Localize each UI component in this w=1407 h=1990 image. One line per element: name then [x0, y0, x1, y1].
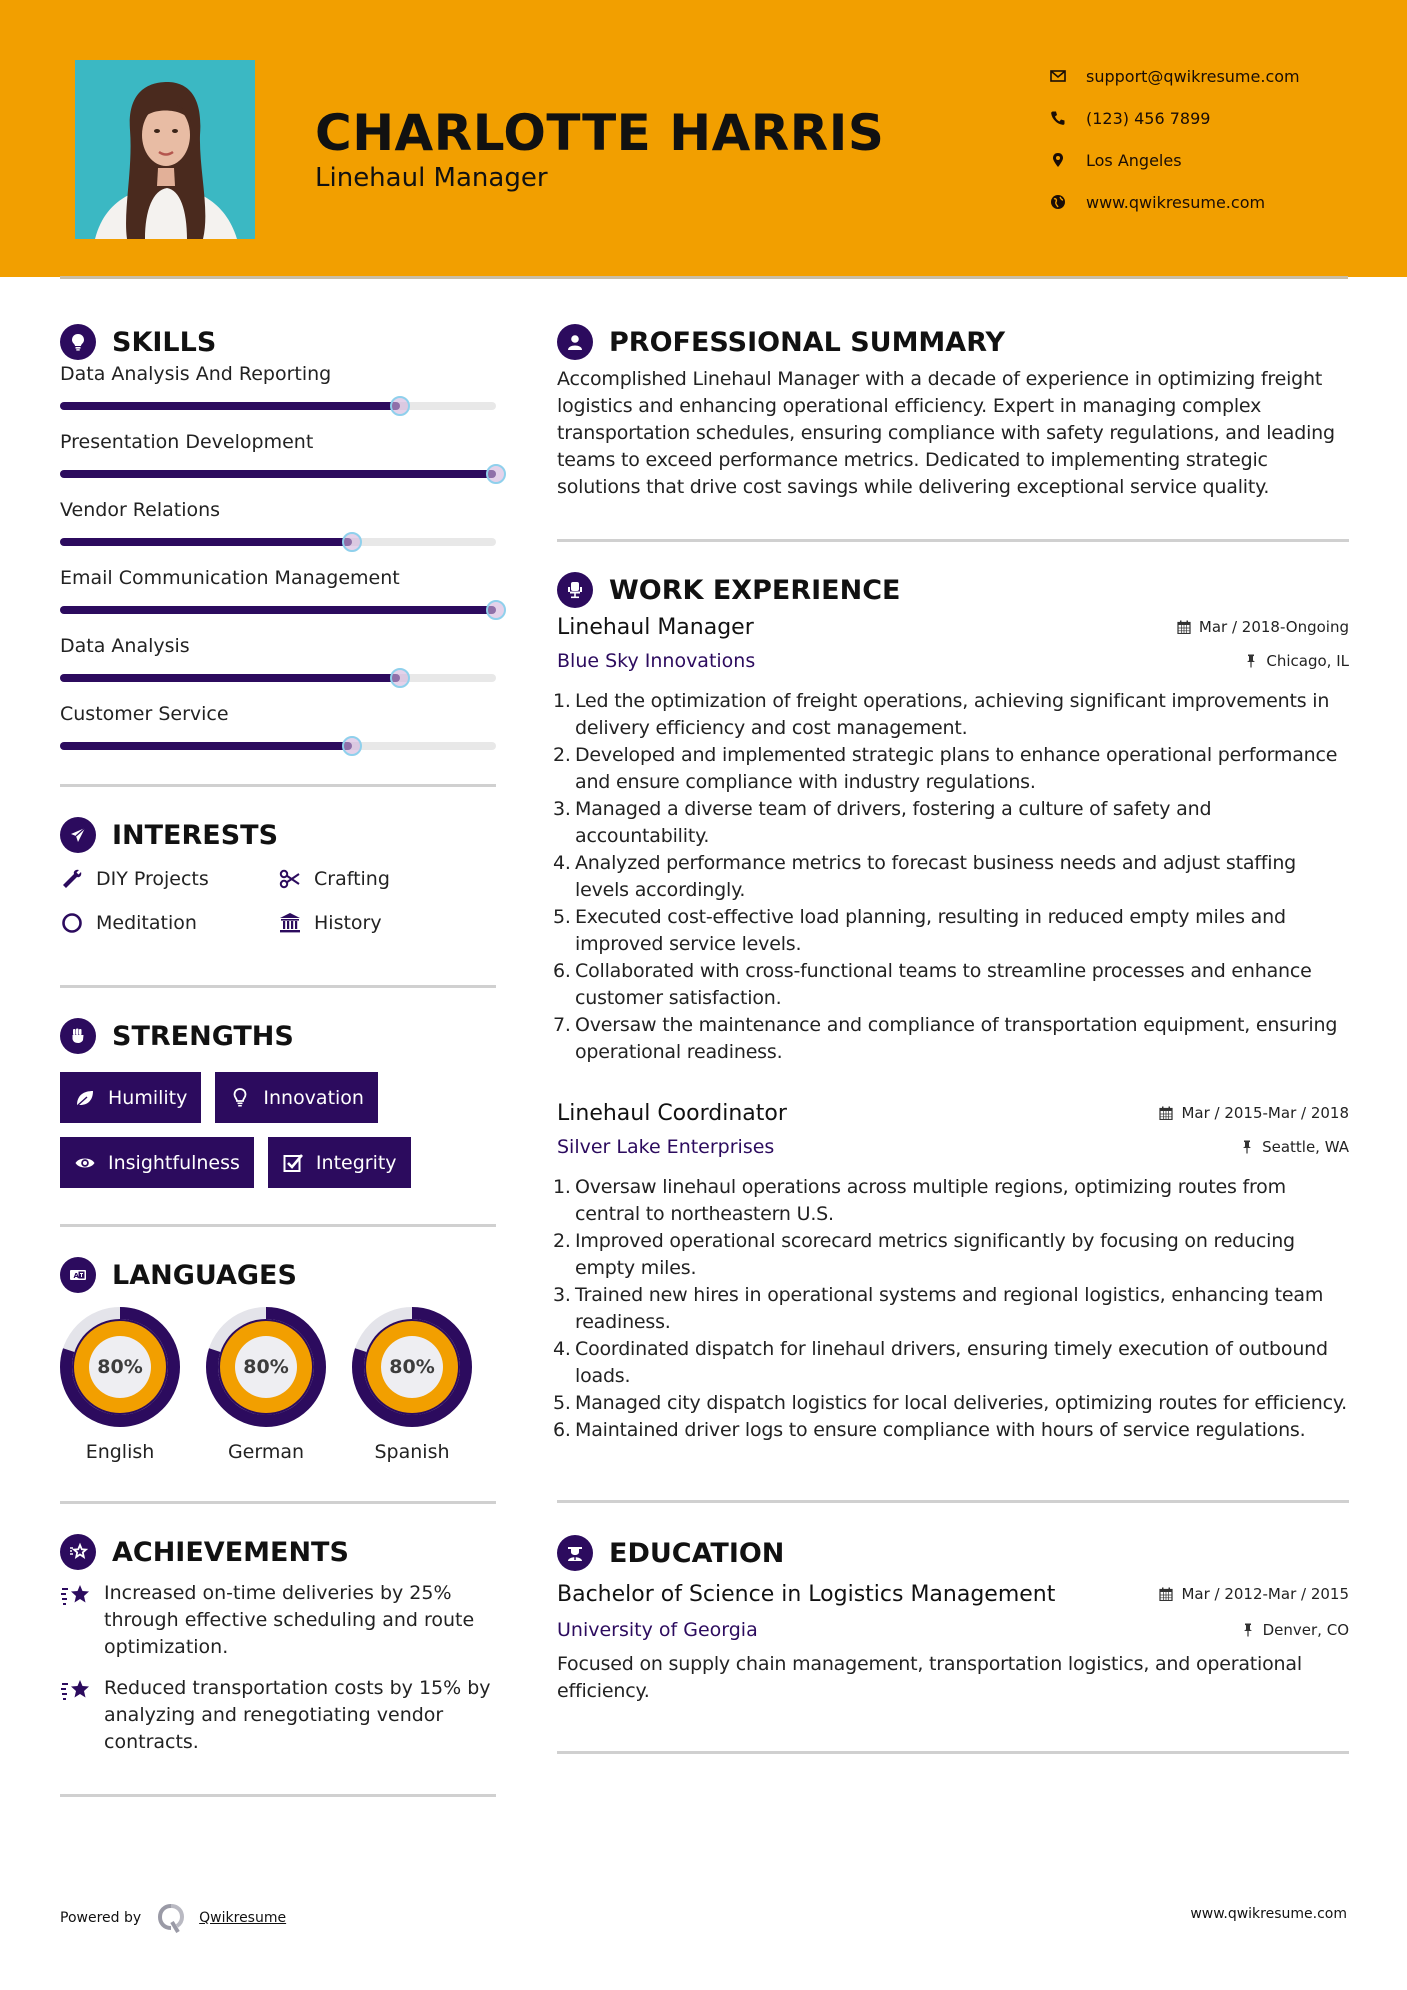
shooting-star-icon: [60, 1582, 92, 1610]
experience-section: [553, 568, 1349, 1444]
languages-heading: [60, 1253, 496, 1297]
skill-item: [60, 700, 496, 750]
languages-section: [60, 1253, 496, 1463]
strength-label: Innovation: [263, 1086, 364, 1109]
pushpin-icon: [1240, 1140, 1254, 1154]
strength-tag: [215, 1072, 378, 1123]
job-entry: [553, 610, 1349, 1066]
shooting-star-icon: [60, 1534, 96, 1570]
interest-item: [278, 907, 496, 939]
job-bullet: 2. Developed and implemented strategic plans to enhance operational performance and ensure compliance with industry regulations.: [553, 744, 1338, 793]
calendar-icon: [1177, 620, 1191, 634]
strength-label: Integrity: [315, 1151, 397, 1174]
strengths-section: [60, 1014, 496, 1188]
wrench-icon: [60, 867, 84, 891]
candidate-name: CHARLOTTE HARRIS: [315, 104, 885, 162]
interest-label: Meditation: [96, 912, 197, 934]
job-title: Linehaul Coordinator: [557, 1100, 787, 1126]
section-divider: [557, 1500, 1349, 1503]
experience-title: WORK EXPERIENCE: [609, 574, 901, 606]
contact-phone-text: (123) 456 7899: [1086, 108, 1211, 128]
achievements-title: ACHIEVEMENTS: [112, 1536, 349, 1568]
strength-label: Insightfulness: [108, 1151, 240, 1174]
language-item: [206, 1307, 326, 1463]
strength-tag: [60, 1072, 201, 1123]
shooting-star-icon: [60, 1677, 92, 1705]
education-degree: Bachelor of Science in Logistics Management: [557, 1581, 1056, 1607]
fist-icon: [60, 1018, 96, 1054]
skills-heading: [60, 320, 496, 364]
job-bullet: 5. Executed cost-effective load planning, resulting in reduced empty miles and improved service levels.: [553, 906, 1286, 955]
skill-knob: [486, 600, 506, 620]
resume-header: [0, 0, 1407, 277]
strength-tag: [268, 1137, 411, 1188]
calendar-icon: [1159, 1587, 1173, 1601]
language-percent: 80%: [389, 1356, 435, 1378]
languages-title: LANGUAGES: [112, 1259, 297, 1291]
scissors-icon: [278, 867, 302, 891]
skill-bar: [60, 742, 496, 750]
job-bullet: 1. Led the optimization of freight operations, achieving significant improvements in delivery efficiency and cost management.: [553, 690, 1330, 739]
skill-bar: [60, 470, 496, 478]
footer-website[interactable]: www.qwikresume.com: [1190, 1906, 1347, 1922]
interests-heading: [60, 813, 496, 857]
skills-section: [60, 320, 496, 750]
section-divider: [60, 1224, 496, 1227]
education-location: [1241, 1621, 1349, 1639]
section-divider: [60, 784, 496, 787]
profile-photo: [75, 60, 255, 239]
skills-title: SKILLS: [112, 326, 217, 358]
strengths-title: STRENGTHS: [112, 1020, 294, 1052]
skill-item: [60, 496, 496, 546]
summary-heading: [557, 320, 1349, 364]
powered-by-text: Powered by: [60, 1910, 142, 1926]
interest-item: [60, 863, 278, 895]
footer-powered-by: [60, 1903, 286, 1933]
experience-heading: [557, 568, 1349, 612]
skill-name: Presentation Development: [60, 431, 314, 453]
languages-list: [60, 1307, 496, 1463]
job-title: Linehaul Manager: [557, 614, 754, 640]
contact-email-text: support@qwikresume.com: [1086, 66, 1300, 86]
right-column: [553, 320, 1349, 1754]
education-dates: [1159, 1585, 1349, 1603]
contact-email[interactable]: [1050, 55, 1300, 97]
section-divider: [60, 1794, 496, 1797]
job-location: [1240, 1138, 1349, 1156]
strength-tag: [60, 1137, 254, 1188]
language-percent: 80%: [243, 1356, 289, 1378]
qwikresume-link[interactable]: Qwikresume: [199, 1910, 287, 1926]
job-bullet: 3. Managed a diverse team of drivers, fostering a culture of safety and accountability.: [553, 798, 1212, 847]
candidate-job-title: Linehaul Manager: [315, 163, 548, 193]
language-donut: [60, 1307, 180, 1427]
pushpin-icon: [1241, 1623, 1255, 1637]
pushpin-icon: [1244, 654, 1258, 668]
education-heading: [557, 1531, 1349, 1575]
strength-label: Humility: [108, 1086, 188, 1109]
education-school: University of Georgia: [557, 1619, 758, 1641]
job-bullets: [553, 1174, 1349, 1444]
user-icon: [557, 324, 593, 360]
calendar-icon: [1159, 1106, 1173, 1120]
job-bullet: 2. Improved operational scorecard metrics significantly by focusing on reducing empty miles.: [553, 1230, 1295, 1279]
job-bullets: [553, 688, 1349, 1066]
qwikresume-logo-icon: [157, 1903, 185, 1933]
strengths-heading: [60, 1014, 496, 1058]
eye-icon: [74, 1152, 96, 1174]
contact-location: [1050, 139, 1300, 181]
bank-icon: [278, 911, 302, 935]
summary-text: Accomplished Linehaul Manager with a decade of experience in optimizing freight logistics and enhancing operational efficiency. Expert in managing complex transportation schedules, ensuring compliance with safety regulations, and leading teams to exceed performance metrics. Dedicated to implementing strategic solutions that drive cost savings while delivering exceptional service quality.: [557, 368, 1335, 498]
achievement-item: [60, 1675, 496, 1756]
job-bullet: 3. Trained new hires in operational systems and regional logistics, enhancing team readiness.: [553, 1284, 1324, 1333]
education-location-text: Denver, CO: [1262, 1621, 1349, 1639]
svg-text:A: A: [73, 1272, 79, 1280]
skill-bar: [60, 606, 496, 614]
skill-knob: [390, 396, 410, 416]
job-company: Silver Lake Enterprises: [557, 1136, 775, 1158]
achievement-text: Reduced transportation costs by 15% by analyzing and renegotiating vendor contracts.: [104, 1677, 491, 1753]
skill-item: [60, 360, 496, 410]
language-icon: [60, 1257, 96, 1293]
interest-item: [278, 863, 496, 895]
skill-name: Data Analysis And Reporting: [60, 363, 332, 385]
interests-section: [60, 813, 496, 939]
paper-plane-icon: [60, 817, 96, 853]
contact-location-text: Los Angeles: [1086, 150, 1182, 170]
summary-section: [557, 320, 1349, 501]
job-bullet: 6. Collaborated with cross-functional teams to streamline processes and enhance customer satisfaction.: [553, 960, 1312, 1009]
skill-name: Vendor Relations: [60, 499, 221, 521]
header-divider: [60, 276, 1348, 279]
language-donut: [352, 1307, 472, 1427]
skill-name: Customer Service: [60, 703, 229, 725]
job-location: [1244, 652, 1349, 670]
lightbulb-icon: [60, 324, 96, 360]
interest-item: [60, 907, 278, 939]
interests-list: [60, 863, 496, 939]
section-divider: [557, 539, 1349, 542]
lightbulb-outline-icon: [229, 1087, 251, 1109]
education-section: [557, 1531, 1349, 1705]
job-bullet: 6. Maintained driver logs to ensure compliance with hours of service regulations.: [553, 1419, 1306, 1441]
language-name: English: [85, 1441, 155, 1463]
achievement-item: [60, 1580, 496, 1661]
skill-name: Email Communication Management: [60, 567, 400, 589]
map-marker-icon: [1050, 152, 1086, 168]
job-dates: [1177, 618, 1349, 636]
skill-knob: [342, 736, 362, 756]
job-bullet: 7. Oversaw the maintenance and compliance of transportation equipment, ensuring operational readiness.: [553, 1014, 1338, 1063]
job-bullet: 1. Oversaw linehaul operations across multiple regions, optimizing routes from central to northeastern U.S.: [553, 1176, 1286, 1225]
globe-icon: [1050, 194, 1086, 210]
skills-list: [60, 360, 496, 750]
language-name: Spanish: [374, 1441, 450, 1463]
skill-bar: [60, 538, 496, 546]
job-dates: [1159, 1104, 1349, 1122]
achievement-text: Increased on-time deliveries by 25% through effective scheduling and route optimization.: [104, 1582, 475, 1658]
circle-icon: [60, 911, 84, 935]
language-percent: 80%: [97, 1356, 143, 1378]
achievements-section: [60, 1530, 496, 1756]
language-name: German: [227, 1441, 305, 1463]
strength-tags: [60, 1072, 496, 1188]
job-location-text: Chicago, IL: [1266, 652, 1349, 670]
checkbox-icon: [282, 1152, 304, 1174]
skill-knob: [390, 668, 410, 688]
language-donut: [206, 1307, 326, 1427]
envelope-icon: [1050, 68, 1086, 84]
job-company: Blue Sky Innovations: [557, 650, 756, 672]
job-entry: [553, 1096, 1349, 1444]
left-column: [60, 320, 496, 1797]
interests-title: INTERESTS: [112, 819, 279, 851]
job-location-text: Seattle, WA: [1262, 1138, 1349, 1156]
job-dates-text: Mar / 2018-Ongoing: [1198, 618, 1349, 636]
section-divider: [60, 985, 496, 988]
contact-website-text: www.qwikresume.com: [1086, 192, 1266, 212]
job-bullet: 4. Coordinated dispatch for linehaul drivers, ensuring timely execution of outbound loads.: [553, 1338, 1328, 1387]
contact-website[interactable]: [1050, 181, 1300, 223]
contact-phone[interactable]: [1050, 97, 1300, 139]
skill-item: [60, 632, 496, 682]
job-dates-text: Mar / 2015-Mar / 2018: [1181, 1104, 1349, 1122]
skill-knob: [486, 464, 506, 484]
section-divider: [60, 1501, 496, 1504]
language-item: [352, 1307, 472, 1463]
education-dates-text: Mar / 2012-Mar / 2015: [1181, 1585, 1349, 1603]
skill-item: [60, 564, 496, 614]
language-item: [60, 1307, 180, 1463]
contact-list: [1050, 55, 1300, 223]
phone-icon: [1050, 110, 1086, 126]
skill-knob: [342, 532, 362, 552]
skill-bar: [60, 674, 496, 682]
skill-item: [60, 428, 496, 478]
leaf-icon: [74, 1087, 96, 1109]
graduate-icon: [557, 1535, 593, 1571]
interest-label: History: [314, 912, 382, 934]
job-bullet: 5. Managed city dispatch logistics for local deliveries, optimizing routes for efficiency.: [553, 1392, 1348, 1414]
office-chair-icon: [557, 572, 593, 608]
education-title: EDUCATION: [609, 1537, 785, 1569]
summary-title: PROFESSIONAL SUMMARY: [609, 326, 1006, 358]
education-description: Focused on supply chain management, transportation logistics, and operational efficiency.: [557, 1653, 1302, 1702]
interest-label: Crafting: [314, 868, 390, 890]
job-bullet: 4. Analyzed performance metrics to forecast business needs and adjust staffing levels accordingly.: [553, 852, 1297, 901]
section-divider: [557, 1751, 1349, 1754]
skill-name: Data Analysis: [60, 635, 190, 657]
interest-label: DIY Projects: [96, 868, 209, 890]
achievements-heading: [60, 1530, 496, 1574]
skill-bar: [60, 402, 496, 410]
